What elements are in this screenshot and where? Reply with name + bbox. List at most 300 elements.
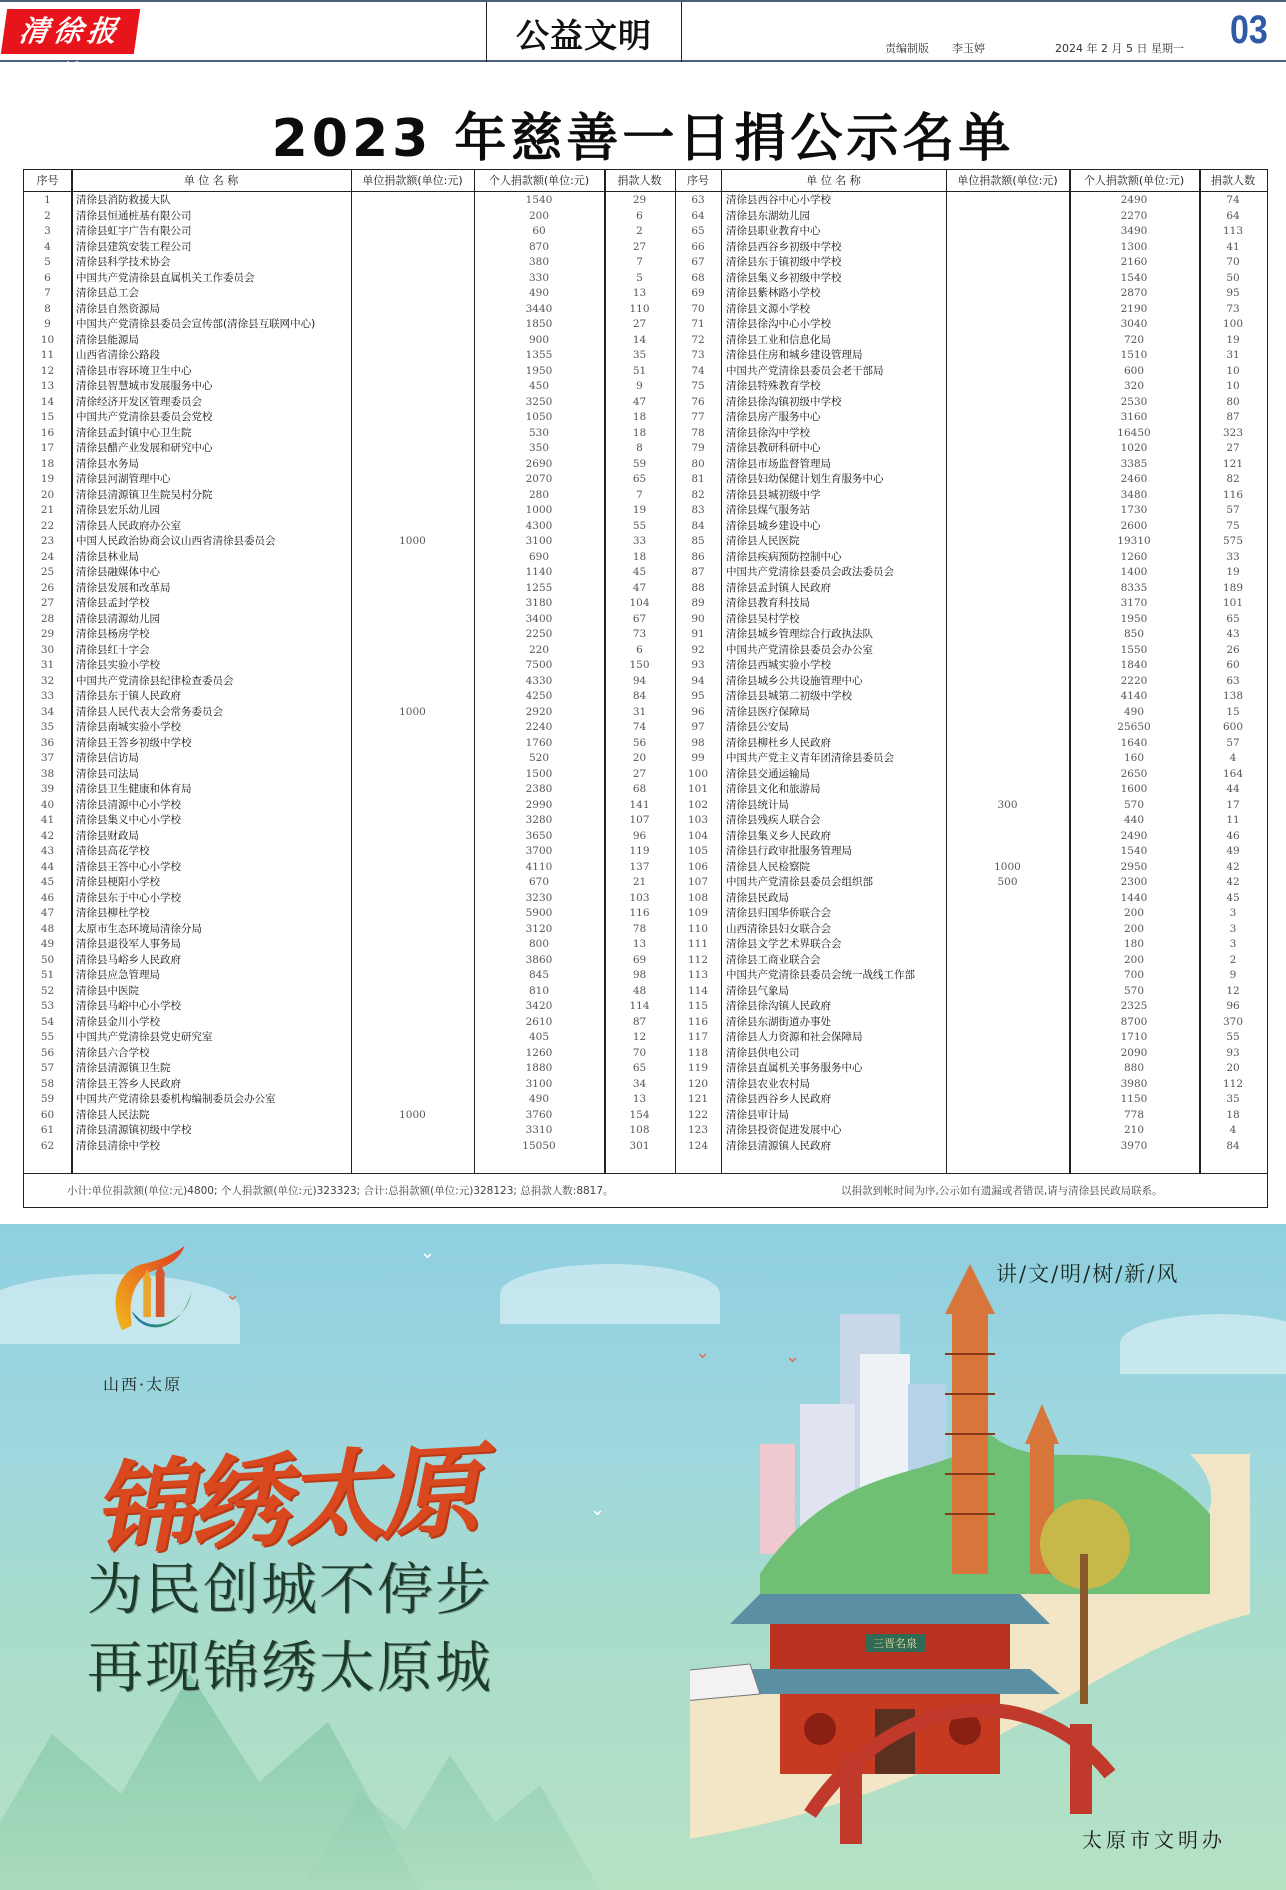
row-donor-count: 27: [632, 240, 647, 253]
row-unit-amount: 300: [997, 798, 1018, 811]
row-donor-count: 27: [632, 767, 647, 780]
table-row: [24, 751, 1267, 767]
row-index: 35: [40, 721, 55, 733]
row-donor-count: 154: [629, 1108, 650, 1121]
row-donor-count: 3: [1229, 922, 1237, 935]
row-donor-count: 59: [632, 457, 647, 470]
row-personal-amount: 1050: [525, 411, 553, 423]
row-org-name: 清徐县交通运输局: [726, 767, 810, 780]
row-donor-count: 57: [1226, 736, 1240, 749]
row-org-name: 中国共产党清徐县委员会政法委员会: [726, 566, 894, 578]
row-index: 101: [687, 783, 709, 795]
row-org-name: 清徐县消防救援大队: [76, 194, 171, 206]
row-index: 66: [691, 240, 705, 253]
row-org-name: 清徐县市场监督管理局: [726, 457, 831, 470]
row-index: 97: [691, 721, 705, 733]
row-donor-count: 600: [1222, 721, 1244, 733]
table-row: [24, 395, 1267, 411]
row-personal-amount: 690: [528, 550, 550, 563]
row-personal-amount: 1640: [1120, 736, 1148, 749]
row-index: 45: [40, 876, 55, 888]
row-index: 2: [44, 209, 51, 222]
row-donor-count: 42: [1226, 860, 1240, 873]
table-row: [24, 364, 1267, 380]
row-org-name: 清徐县自然资源局: [76, 302, 160, 315]
row-index: 12: [40, 364, 55, 377]
row-personal-amount: 2610: [525, 1015, 553, 1028]
row-org-name: 清徐县教研科研中心: [726, 442, 821, 454]
row-unit-amount: [946, 302, 1069, 318]
row-org-name: 清徐县柳杜乡人民政府: [726, 736, 831, 749]
row-personal-amount: 4250: [525, 690, 553, 702]
row-unit-amount: [946, 503, 1069, 519]
row-personal-amount: 3760: [525, 1108, 553, 1121]
row-donor-count: 42: [1226, 876, 1240, 888]
row-org-name: 清徐县徐沟中学校: [726, 426, 810, 439]
row-donor-count: 10: [1226, 364, 1240, 377]
row-donor-count: 18: [632, 550, 647, 563]
row-index: 110: [687, 922, 709, 935]
row-org-name: 清徐县城乡公共设施管理中心: [726, 674, 863, 687]
row-org-name: 中国共产党清徐县纪律检查委员会: [76, 674, 234, 687]
row-org-name: 清徐县人民检察院: [726, 860, 810, 873]
row-org-name: 清徐县集义乡人民政府: [726, 829, 831, 842]
row-index: 95: [691, 690, 705, 702]
row-personal-amount: 4300: [525, 519, 553, 532]
row-index: 50: [40, 953, 55, 966]
table-row: [24, 317, 1267, 333]
row-org-name: 清徐县清源中心小学校: [76, 798, 181, 811]
table-row: [24, 643, 1267, 659]
row-index: 43: [40, 845, 55, 857]
row-donor-count: 15: [1226, 705, 1240, 718]
page-title: 2023 年慈善一日捐公示名单: [271, 109, 1015, 169]
row-personal-amount: 2240: [525, 721, 553, 733]
row-org-name: 清徐县信访局: [76, 752, 139, 764]
row-index: 57: [40, 1062, 55, 1074]
row-index: 11: [40, 349, 55, 361]
row-index: 27: [40, 597, 55, 609]
row-personal-amount: 870: [528, 240, 550, 253]
row-org-name: 清徐县县城第二初级中学校: [726, 690, 852, 702]
row-org-name: 中国共产党清徐县委员会老干部局: [726, 364, 884, 377]
row-personal-amount: 850: [1123, 628, 1145, 640]
row-index: 58: [40, 1077, 55, 1090]
section-title: 公益文明: [516, 16, 652, 55]
row-org-name: 清徐县马峪中心小学校: [76, 1000, 181, 1012]
row-org-name: 清徐县东湖街道办事处: [726, 1015, 831, 1028]
donation-summary: 小计:单位捐款额(单位:元)4800; 个人捐款额(单位:元)323323; 合计:总捐款额(单位:元)328123; 总捐款人数:8817。: [67, 1185, 614, 1197]
row-org-name: 清徐县科学技术协会: [76, 256, 171, 268]
row-org-name: 清徐县清源镇卫生院吴村分院: [76, 488, 213, 501]
row-index: 90: [691, 612, 705, 625]
row-unit-amount: [946, 534, 1069, 550]
row-personal-amount: 3040: [1120, 318, 1148, 330]
header-donor-count-2: 捐款人数: [1211, 174, 1255, 187]
row-org-name: 清徐县归国华侨联合会: [726, 907, 831, 919]
row-index: 47: [40, 907, 55, 919]
row-index: 17: [40, 442, 55, 454]
row-personal-amount: 3420: [525, 1000, 553, 1012]
row-unit-amount: [946, 379, 1069, 395]
page-number: 03: [1230, 8, 1268, 52]
row-donor-count: 47: [632, 395, 647, 408]
row-unit-amount: [946, 612, 1069, 628]
row-unit-amount: [946, 565, 1069, 581]
row-donor-count: 35: [632, 349, 647, 361]
row-donor-count: 323: [1222, 426, 1244, 439]
row-personal-amount: 2530: [1120, 395, 1148, 408]
row-donor-count: 137: [629, 860, 650, 873]
row-index: 115: [687, 1000, 709, 1012]
row-org-name: 清徐县人民法院: [76, 1108, 150, 1121]
row-unit-amount: [946, 751, 1069, 767]
row-index: 61: [40, 1124, 55, 1136]
row-donor-count: 73: [1226, 302, 1240, 315]
row-unit-amount: [946, 550, 1069, 566]
row-index: 80: [691, 457, 705, 470]
row-donor-count: 87: [632, 1015, 647, 1028]
header-name-2: 单 位 名 称: [806, 174, 861, 187]
civilization-poster: [0, 1224, 1286, 1890]
row-index: 103: [687, 814, 709, 826]
row-index: 30: [40, 643, 55, 656]
row-unit-amount: [946, 906, 1069, 922]
row-org-name: 清徐县人民代表大会常务委员会: [76, 705, 223, 718]
row-org-name: 清徐县徐沟镇初级中学校: [726, 395, 842, 408]
row-index: 77: [691, 411, 705, 423]
row-index: 44: [40, 860, 55, 873]
row-donor-count: 100: [1222, 318, 1244, 330]
row-donor-count: 9: [1229, 969, 1237, 981]
row-donor-count: 112: [1222, 1077, 1244, 1090]
row-index: 123: [687, 1124, 709, 1136]
row-donor-count: 27: [632, 318, 647, 330]
row-donor-count: 82: [1226, 473, 1240, 485]
row-personal-amount: 2490: [1120, 829, 1148, 842]
row-unit-amount: 1000: [994, 860, 1021, 873]
row-donor-count: 14: [632, 333, 647, 346]
row-index: 104: [687, 829, 709, 842]
row-personal-amount: 60: [532, 225, 546, 237]
row-index: 21: [40, 504, 55, 516]
header-unit-amount: 单位捐款额(单位:元): [362, 174, 463, 187]
row-donor-count: 98: [632, 969, 647, 981]
row-org-name: 中国共产党主义青年团清徐县委员会: [726, 752, 894, 764]
row-donor-count: 4: [1229, 1124, 1237, 1136]
row-org-name: 清徐县能源局: [76, 333, 139, 346]
table-row: [24, 658, 1267, 674]
row-donor-count: 74: [1226, 194, 1240, 206]
row-index: 54: [40, 1015, 55, 1028]
row-personal-amount: 220: [528, 643, 550, 656]
row-index: 16: [40, 426, 55, 439]
row-index: 93: [691, 659, 705, 671]
row-org-name: 山西清徐县妇女联合会: [726, 922, 831, 935]
table-row: [24, 457, 1267, 473]
row-personal-amount: 25650: [1117, 721, 1151, 733]
row-donor-count: 3: [1229, 907, 1237, 919]
row-personal-amount: 670: [528, 876, 550, 888]
row-index: 67: [691, 256, 705, 268]
row-personal-amount: 3490: [1120, 225, 1148, 237]
row-unit-amount: [946, 193, 1069, 209]
row-unit-amount: [946, 1046, 1069, 1062]
row-index: 5: [44, 256, 51, 268]
row-unit-amount: [946, 209, 1069, 225]
table-row: [24, 689, 1267, 705]
section-box: [486, 2, 682, 62]
row-personal-amount: 380: [528, 256, 550, 268]
header-personal-amount: 个人捐款额(单位:元): [488, 174, 590, 187]
row-personal-amount: 520: [528, 752, 550, 764]
table-footer: [24, 1173, 1267, 1207]
table-row: [24, 1030, 1267, 1046]
row-index: 14: [40, 395, 55, 408]
row-org-name: 清徐县民政局: [726, 891, 789, 904]
row-unit-amount: [946, 813, 1069, 829]
row-donor-count: 96: [632, 829, 647, 842]
row-donor-count: 55: [632, 519, 647, 532]
row-index: 116: [687, 1015, 709, 1028]
row-donor-count: 65: [632, 1062, 647, 1074]
row-personal-amount: 3120: [525, 922, 553, 935]
row-unit-amount: [946, 488, 1069, 504]
row-org-name: 清徐县供电公司: [726, 1046, 800, 1059]
row-unit-amount: [946, 224, 1069, 240]
row-unit-amount: 500: [997, 876, 1018, 888]
row-donor-count: 60: [1226, 659, 1240, 671]
row-index: 75: [691, 380, 705, 392]
row-personal-amount: 4140: [1120, 690, 1148, 702]
city-landmark-illustration: [690, 1254, 1250, 1854]
row-personal-amount: 490: [1123, 705, 1145, 718]
row-personal-amount: 1020: [1120, 442, 1148, 454]
row-donor-count: 2: [636, 225, 643, 237]
row-unit-amount: [946, 844, 1069, 860]
row-unit-amount: [946, 1108, 1069, 1124]
row-org-name: 清徐县西谷中心小学校: [726, 194, 831, 206]
row-index: 82: [691, 488, 705, 501]
table-row: [24, 922, 1267, 938]
row-unit-amount: [946, 410, 1069, 426]
row-unit-amount: [946, 1015, 1069, 1031]
row-index: 87: [691, 566, 705, 578]
row-org-name: 清徐县人民医院: [726, 535, 800, 547]
row-org-name: 清徐县红十字会: [76, 643, 150, 656]
row-donor-count: 19: [1226, 566, 1240, 578]
row-donor-count: 26: [1226, 643, 1240, 656]
row-unit-amount: [946, 348, 1069, 364]
row-donor-count: 34: [632, 1077, 647, 1090]
row-index: 28: [40, 612, 55, 625]
row-donor-count: 19: [1226, 333, 1240, 346]
row-org-name: 清徐县王答乡初级中学校: [76, 736, 192, 749]
row-donor-count: 13: [632, 1093, 647, 1105]
row-unit-amount: [946, 689, 1069, 705]
table-row: [24, 426, 1267, 442]
row-index: 62: [40, 1139, 55, 1152]
row-personal-amount: 1260: [1120, 550, 1148, 563]
row-personal-amount: 2300: [1120, 876, 1148, 888]
row-org-name: 清徐县东于中心小学校: [76, 891, 181, 904]
row-unit-amount: 1000: [399, 535, 426, 547]
row-index: 46: [40, 891, 55, 904]
row-donor-count: 75: [1226, 519, 1240, 532]
row-donor-count: 73: [632, 628, 647, 640]
row-personal-amount: 2270: [1120, 209, 1148, 222]
row-org-name: 清徐县工商业联合会: [726, 953, 821, 966]
row-org-name: 清徐县农业农村局: [726, 1077, 810, 1090]
row-index: 81: [691, 473, 705, 485]
row-org-name: 清徐县梗阳小学校: [76, 876, 160, 888]
row-org-name: 清徐县王答乡人民政府: [76, 1077, 181, 1090]
row-donor-count: 87: [1226, 411, 1240, 423]
table-row: [24, 565, 1267, 581]
row-unit-amount: [946, 937, 1069, 953]
row-unit-amount: 1000: [399, 1108, 426, 1121]
row-personal-amount: 3160: [1120, 411, 1148, 423]
row-donor-count: 18: [632, 411, 647, 423]
row-personal-amount: 490: [528, 287, 550, 299]
table-row: [24, 410, 1267, 426]
row-unit-amount: [946, 519, 1069, 535]
row-index: 26: [40, 581, 55, 594]
row-org-name: 清徐县建筑安装工程公司: [76, 240, 192, 253]
row-org-name: 清徐县东于镇人民政府: [76, 690, 181, 702]
row-org-name: 中国人民政治协商会议山西省清徐县委员会: [76, 535, 276, 547]
row-index: 74: [691, 364, 705, 377]
row-index: 84: [691, 519, 705, 532]
table-row: [24, 550, 1267, 566]
row-personal-amount: 3180: [525, 597, 553, 609]
row-index: 24: [40, 550, 55, 563]
row-donor-count: 84: [632, 690, 647, 702]
table-row: [24, 333, 1267, 349]
row-index: 40: [40, 798, 55, 811]
row-personal-amount: 2490: [1120, 194, 1148, 206]
row-index: 94: [691, 674, 705, 687]
row-donor-count: 47: [632, 581, 647, 594]
row-donor-count: 45: [632, 566, 647, 578]
row-personal-amount: 3100: [525, 535, 553, 547]
row-personal-amount: 200: [1123, 953, 1145, 966]
row-org-name: 清徐县林业局: [76, 550, 139, 563]
row-personal-amount: 280: [528, 488, 550, 501]
row-index: 113: [687, 969, 709, 981]
row-personal-amount: 2250: [525, 628, 553, 640]
row-personal-amount: 1400: [1120, 566, 1148, 578]
table-row: [24, 798, 1267, 814]
editor-name: 李玉婷: [952, 42, 985, 55]
row-unit-amount: [946, 782, 1069, 798]
row-unit-amount: [946, 271, 1069, 287]
row-org-name: 清徐县气象局: [726, 984, 789, 997]
row-donor-count: 63: [1226, 674, 1240, 687]
row-index: 51: [40, 969, 55, 981]
row-donor-count: 17: [1226, 798, 1240, 811]
row-org-name: 清徐县六合学校: [76, 1046, 150, 1059]
row-donor-count: 113: [1222, 225, 1244, 237]
row-org-name: 清徐县马峪乡人民政府: [76, 953, 181, 966]
table-row: [24, 1139, 1267, 1155]
row-donor-count: 2: [1229, 953, 1237, 966]
row-unit-amount: 1000: [399, 705, 426, 718]
row-index: 100: [687, 767, 709, 780]
row-donor-count: 33: [632, 535, 647, 547]
row-org-name: 中国共产党清徐县委员会党校: [76, 411, 213, 423]
row-personal-amount: 1150: [1120, 1093, 1148, 1105]
row-personal-amount: 880: [1123, 1062, 1145, 1074]
table-row: [24, 937, 1267, 953]
row-index: 119: [687, 1062, 709, 1074]
row-donor-count: 8: [636, 442, 643, 454]
row-personal-amount: 570: [1123, 798, 1145, 811]
row-org-name: 清徐县行政审批服务管理局: [726, 845, 852, 857]
row-personal-amount: 15050: [522, 1139, 556, 1152]
row-donor-count: 4: [1229, 752, 1237, 764]
row-personal-amount: 3650: [525, 829, 553, 842]
row-donor-count: 56: [632, 736, 647, 749]
row-index: 111: [687, 938, 709, 950]
table-row: [24, 302, 1267, 318]
gate-plaque: 三晋名泉: [873, 1637, 917, 1650]
row-personal-amount: 810: [528, 984, 550, 997]
row-personal-amount: 600: [1123, 364, 1145, 377]
row-donor-count: 49: [1226, 845, 1240, 857]
row-personal-amount: 490: [528, 1093, 550, 1105]
table-row: [24, 875, 1267, 891]
row-org-name: 清徐县人力资源和社会保障局: [726, 1031, 863, 1043]
row-unit-amount: [946, 333, 1069, 349]
row-personal-amount: 1500: [525, 767, 553, 780]
row-donor-count: 116: [1222, 488, 1244, 501]
cloud-decoration: [500, 1264, 720, 1324]
row-donor-count: 57: [1226, 504, 1240, 516]
row-donor-count: 108: [629, 1124, 650, 1136]
row-org-name: 清徐县恒通桩基有限公司: [76, 209, 192, 222]
row-donor-count: 19: [632, 504, 647, 516]
table-row: [24, 472, 1267, 488]
row-personal-amount: 1440: [1120, 891, 1148, 904]
row-org-name: 清徐县发展和改革局: [76, 581, 171, 594]
row-donor-count: 370: [1222, 1015, 1244, 1028]
row-unit-amount: [946, 674, 1069, 690]
row-personal-amount: 2600: [1120, 519, 1148, 532]
row-personal-amount: 530: [528, 426, 550, 439]
row-personal-amount: 2325: [1120, 1000, 1148, 1012]
row-org-name: 清徐县文源小学校: [726, 302, 810, 315]
row-index: 117: [687, 1031, 709, 1043]
row-personal-amount: 3400: [525, 612, 553, 625]
row-org-name: 清徐县审计局: [726, 1108, 789, 1121]
row-org-name: 清徐县工业和信息化局: [726, 333, 831, 346]
row-org-name: 清徐县特殊教育学校: [726, 380, 821, 392]
row-org-name: 清徐县集义乡初级中学校: [726, 271, 842, 284]
slogan-line-2: 再现锦绣太原城: [87, 1636, 493, 1701]
row-personal-amount: 3970: [1120, 1139, 1148, 1152]
row-personal-amount: 320: [1123, 380, 1145, 392]
row-org-name: 中国共产党清徐县委机构编制委员会办公室: [76, 1093, 276, 1105]
row-org-name: 清徐县职业教育中心: [726, 225, 821, 237]
row-donor-count: 110: [629, 302, 650, 315]
row-org-name: 清徐县教育科技局: [726, 597, 810, 609]
table-row: [24, 891, 1267, 907]
row-index: 107: [687, 876, 709, 888]
row-donor-count: 94: [632, 674, 647, 687]
row-index: 53: [40, 1000, 55, 1012]
row-donor-count: 74: [632, 721, 647, 733]
